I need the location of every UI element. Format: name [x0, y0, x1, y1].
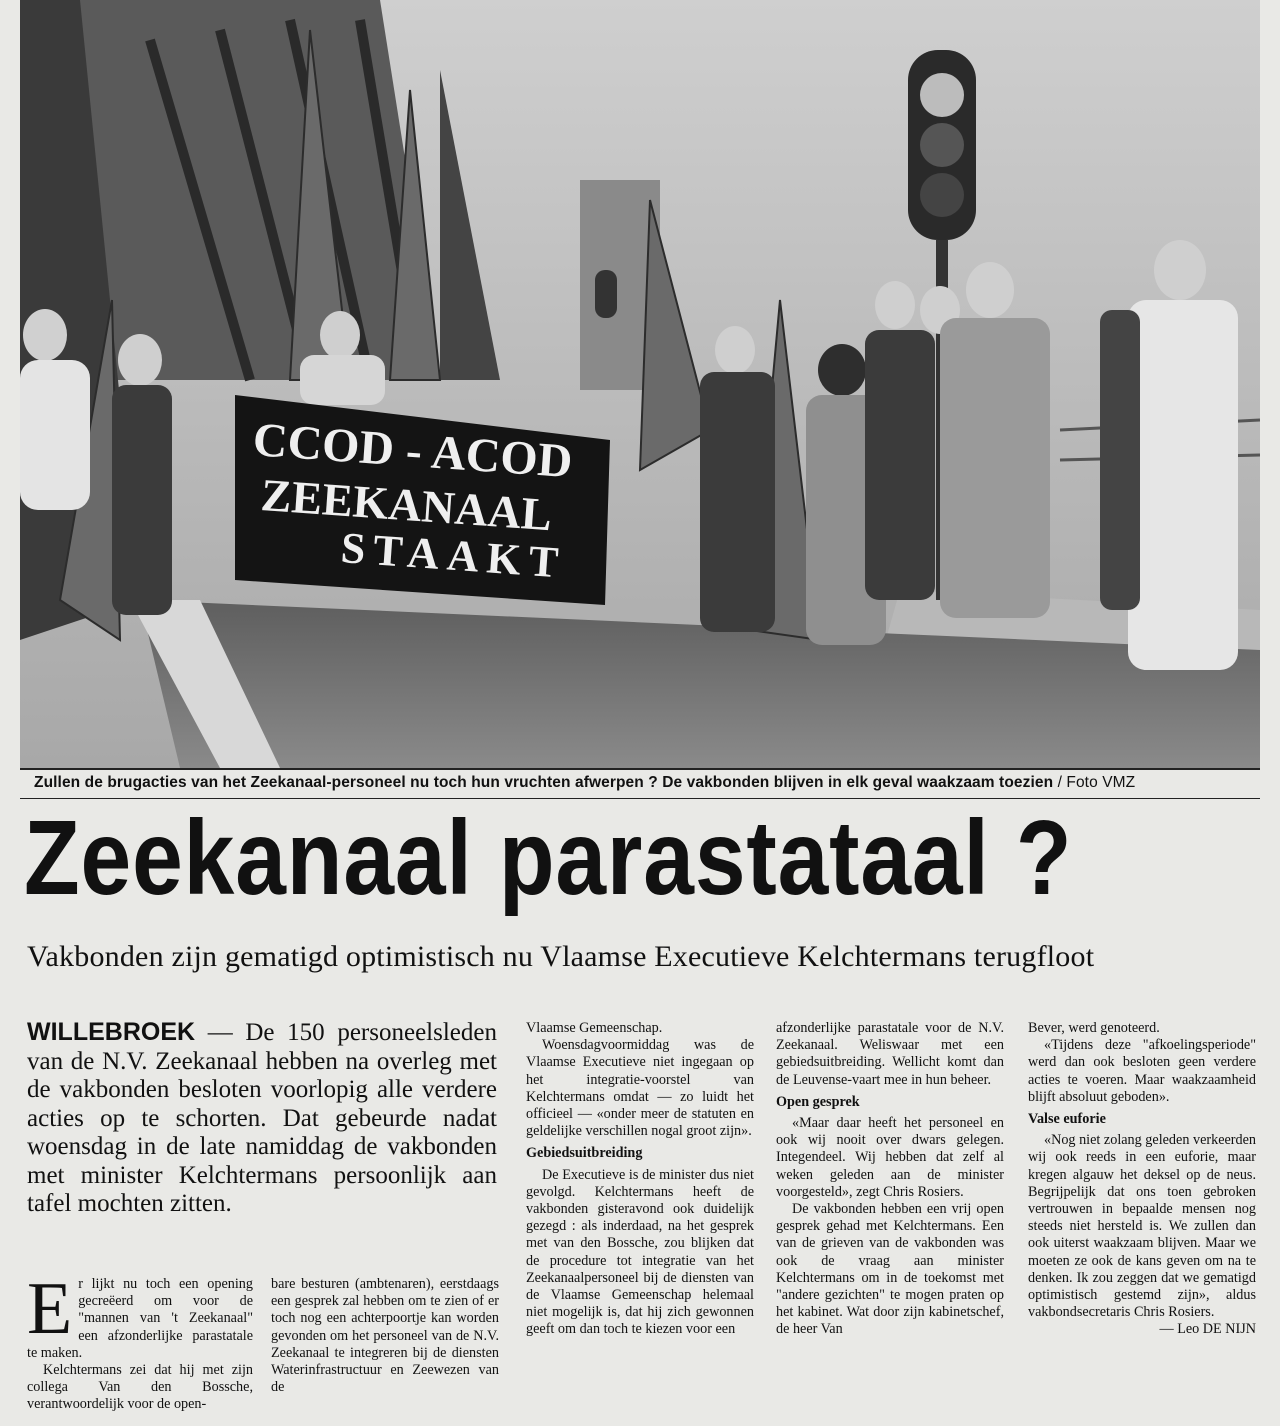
- article-column-5: [1028, 1020, 1256, 1426]
- caption-text: Zullen de brugacties van het Zeekanaal-personeel nu toch hun vruchten afwerpen ? De vakbonden blijven in elk geval waakzaam toezien: [34, 774, 1054, 791]
- paragraph: afzonderlijke parastatale voor de N.V. Zeekanaal. Weliswaar met een gebiedsuitbreiding. Wellicht komt dan de Leuvense-vaart mee in hun beheer.: [776, 1020, 1004, 1088]
- paragraph: bare besturen (ambtenaren), eerstdaags een gesprek zal hebben om te zien of er toch nog een achterpoortje kan worden gevonden om het personeel van de N.V. Zeekanaal te integreren bij de diensten Waterinfrastructuur en Zeewezen van de: [271, 1276, 499, 1396]
- paragraph: Vlaamse Gemeenschap.: [526, 1020, 663, 1036]
- banner-line-2: ZEEKANAAL: [259, 469, 554, 541]
- headline: Zeekanaal parastataal ?: [24, 799, 1073, 917]
- paragraph: «Tijdens deze "afkoelingsperiode" werd dan ook besloten geen verdere acties te voeren. Maar waakzaamheid blijft absoluut geboden».: [1028, 1037, 1256, 1105]
- article-column-2: [271, 1276, 499, 1426]
- dateline: WILLEBROEK: [27, 1018, 196, 1046]
- byline: — Leo DE NIJN: [1159, 1321, 1256, 1338]
- bridge-strike-photo: [20, 0, 1260, 768]
- paragraph: Bever, werd genoteerd.: [1028, 1020, 1160, 1036]
- section-heading-open-gesprek: Open gesprek: [776, 1093, 860, 1110]
- article-column-3: [526, 1020, 754, 1426]
- paragraph: De Executieve is de minister dus niet gevolgd. Kelchtermans heeft de vakbonden gisteravond ook duidelijk gezegd : als inderdaad, na het gesprek met van den Bossche, zou blijken dat de procedure tot integratie van het Zeekanaalpersoneel bij de diensten van de Vlaamse Gemeenschap helemaal niet mogelijk is, dat hij zich gewonnen geeft om dan toch te kiezen voor een: [526, 1166, 754, 1338]
- drop-cap: E: [27, 1276, 73, 1350]
- paragraph: De vakbonden hebben een vrij open gesprek gehad met Kelchtermans. Een van de grieven van de vakbonden was ook de vraag aan minister Kelchtermans om in de toekomst met "andere gezichten" te mogen praten op het kabinet. Wat door zijn kabinetschef, de heer Van: [776, 1201, 1004, 1338]
- paragraph: Kelchtermans zei dat hij met zijn collega Van den Bossche, verantwoordelijk voor de open-: [27, 1362, 253, 1413]
- intro-paragraph: [27, 1018, 497, 1219]
- photo-caption: [34, 774, 1135, 792]
- paragraph: r lijkt nu toch een opening gecreëerd om voor de "mannen van 't Zeekanaal" een afzonderlijke parastatale te maken.: [27, 1276, 253, 1361]
- section-heading-valse-euforie: Valse euforie: [1028, 1111, 1106, 1128]
- paragraph: «Maar daar heeft het personeel en ook wij nooit over dwars gelegen. Integendeel. Wij hebben dat zelf al weken geleden aan de minister voorgesteld», zegt Chris Rosiers.: [776, 1115, 1004, 1200]
- section-heading-gebiedsuitbreiding: Gebiedsuitbreiding: [526, 1145, 643, 1162]
- paragraph: «Nog niet zolang geleden verkeerden wij ook reeds in een euforie, maar kregen algauw het deksel op de neus. Begrijpelijk dat ons toen gebroken vertrouwen in bepaalde mensen nog steeds niet hersteld is. We zullen dan ook uiterst waakzaam blijven. Maar we moeten ze ook de kans geven om na te denken. Ik zou zeggen dat we gematigd optimistisch gestemd zijn», aldus vakbondsecretaris Chris Rosiers.: [1028, 1132, 1256, 1321]
- banner-line-1: CCOD - ACOD: [251, 413, 575, 489]
- news-photo: [20, 0, 1260, 770]
- banner-line-3: STAAKT: [339, 523, 568, 588]
- intro-text: — De 150 personeelsleden van de N.V. Zeekanaal hebben na overleg met de vakbonden besloten voorlopig alle verdere acties op te schorten. Dat gebeurde nadat woensdag in de late namiddag de vakbonden met minister Kelchtermans persoonlijk aan tafel mochten zitten.: [27, 1019, 497, 1217]
- article-column-1: [27, 1276, 253, 1426]
- photo-credit: / Foto VMZ: [1057, 774, 1136, 791]
- author-name: Leo DE NIJN: [1177, 1321, 1256, 1338]
- subheadline: Vakbonden zijn gematigd optimistisch nu Vlaamse Executieve Kelchtermans terugfloot: [27, 940, 1095, 973]
- paragraph: Woensdagvoormiddag was de Vlaamse Executieve niet ingegaan op het integratie-voorstel van Kelchtermans omdat — zo luidt het officieel — «onder meer de statuten en geldelijke verschillen nogal groot zijn».: [526, 1037, 754, 1140]
- article-column-4: [776, 1020, 1004, 1426]
